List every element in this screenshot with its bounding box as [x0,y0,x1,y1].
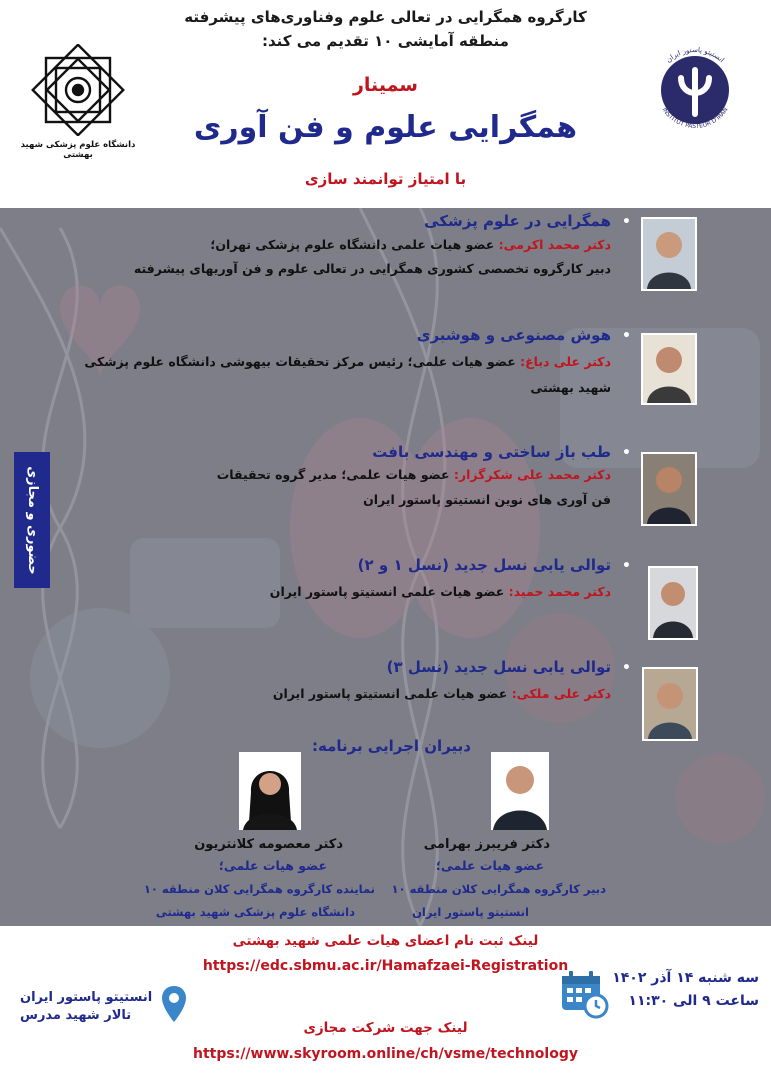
talk-1-title: همگرایی در علوم پزشکی [424,212,611,230]
secretary-left-name: دکتر معصومه کلانتریون [194,837,343,852]
talk-1-name: دکتر محمد اکرمی: [498,237,611,252]
seminar-label: سمینار [352,74,418,96]
speaker-3-photo [641,452,697,526]
venue-name: انستیتو پاستور ایران [20,990,153,1005]
bullet-1: • [622,214,631,230]
event-date: سه شنبه ۱۴ آذر ۱۴۰۲ [612,970,759,986]
secretary-right-role: عضو هیات علمی؛ [435,858,544,873]
person-icon [643,219,695,289]
pasteur-emblem-icon [645,40,745,140]
registration-link[interactable]: https://edc.sbmu.ac.ir/Hamafzaei-Registration [202,958,569,974]
secretary-left-desc2: دانشگاه علوم پزشکی شهید بهشتی [155,905,355,919]
sbmu-emblem-icon [18,44,138,136]
talk-5-affiliation: عضو هیات علمی انستیتو پاستور ایران [272,686,512,701]
speaker-1-photo [641,217,697,291]
talk-3-role: فن آوری های نوین انستیتو پاستور ایران [363,492,611,507]
location-pin-icon [160,984,188,1024]
talk-3-affiliation: عضو هیات علمی؛ مدیر گروه تحقیقات [216,467,454,482]
talk-4-speaker [270,584,611,599]
bullet-2: • [622,328,631,344]
svg-text:INSTITUT PASTEUR D'IRAN: INSTITUT PASTEUR D'IRAN [660,106,730,131]
person-icon [239,752,301,830]
person-icon [643,454,695,524]
organizer-line: کارگروه همگرایی در تعالی علوم وفناوری‌های پیشرفته [184,8,587,26]
bullet-5: • [622,660,631,676]
registration-label: لینک ثبت نام اعضای هیات علمی شهید بهشتی [232,933,539,949]
talk-3-title: طب باز ساختی و مهندسی بافت [372,443,611,461]
talk-5-title: توالی یابی نسل جدید (نسل ۳) [386,658,611,676]
talk-2-name: دکتر علی دباغ: [520,354,611,369]
talk-1-affiliation: عضو هیات علمی دانشگاه علوم پزشکی تهران؛ [210,237,499,252]
person-icon [491,752,549,830]
seminar-subtitle: با امتیاز توانمند سازی [304,170,467,188]
talk-5-speaker [273,686,611,701]
person-icon [643,335,695,403]
seminar-title: همگرایی علوم و فن آوری [193,110,578,145]
talk-3-speaker [217,467,611,482]
secretary-right-desc2: انستیتو پاستور ایران [412,905,529,919]
talk-2-title: هوش مصنوعی و هوشبری [416,326,611,344]
calendar-clock-icon [558,968,610,1020]
talk-5-name: دکتر علی ملکی: [511,686,611,701]
event-time: ساعت ۹ الی ۱۱:۳۰ [628,993,759,1009]
secretary-right-photo [491,752,549,830]
secretary-left-role: عضو هیات علمی؛ [218,858,327,873]
online-label: لینک جهت شرکت مجازی [303,1020,468,1036]
speaker-5-photo [642,667,698,741]
sbmu-logo [18,44,138,160]
secretary-right-desc1: دبیر کارگروه همگرایی کلان منطقه ۱۰ [391,882,606,896]
sbmu-logo-text: دانشگاه علوم پزشکی شهید بهشتی [20,140,136,160]
speaker-2-photo [641,333,697,405]
talk-4-name: دکتر محمد حمید: [508,584,611,599]
secretaries-heading: دبیران اجرایی برنامه: [311,737,471,755]
bullet-4: • [622,558,631,574]
bullet-3: • [622,445,631,461]
talk-3-name: دکتر محمد علی شکرگزار: [453,467,611,482]
talk-2-speaker [84,354,611,369]
svg-text:انستیتو پاستور ایران: انستیتو پاستور ایران [664,45,726,65]
talk-2-affiliation: عضو هیات علمی؛ رئیس مرکز تحقیقات بیهوشی دانشگاه علوم پزشکی [84,354,521,369]
venue-hall: تالار شهید مدرس [20,1008,132,1023]
secretary-left-photo [239,752,301,830]
person-icon [644,669,696,739]
talk-1-speaker [210,237,611,252]
talk-2-role: شهید بهشتی [530,380,611,395]
speaker-4-photo [648,566,698,640]
pasteur-logo [645,40,745,140]
secretary-right-name: دکتر فریبرز بهرامی [423,837,550,852]
person-icon [650,568,696,638]
talk-4-title: توالی یابی نسل جدید (نسل ۱ و ۲) [357,556,611,574]
presents-line: منطقه آمایشی ۱۰ تقدیم می کند: [262,32,509,50]
attendance-mode-tag: حضوری و مجازی [14,452,50,588]
talk-1-role: دبیر کارگروه تخصصی کشوری همگرایی در تعالی علوم و فن آوریهای پیشرفته [133,261,611,276]
online-link[interactable]: https://www.skyroom.online/ch/vsme/technology [193,1046,578,1062]
talk-4-affiliation: عضو هیات علمی انستیتو پاستور ایران [269,584,509,599]
secretary-left-desc1: نماینده کارگروه همگرایی کلان منطقه ۱۰ [143,882,375,896]
